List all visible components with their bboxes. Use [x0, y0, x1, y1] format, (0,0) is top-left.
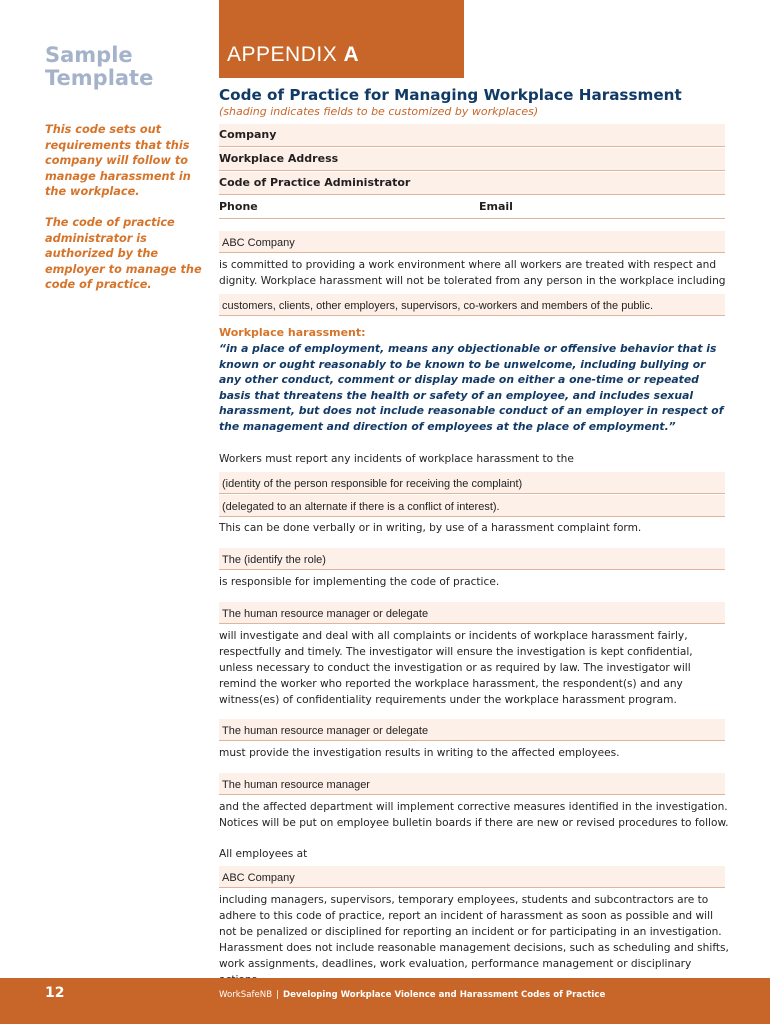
phone-label: Phone	[219, 200, 258, 213]
persons-field[interactable]: customers, clients, other employers, supervisors, co-workers and members of the public.	[219, 294, 725, 316]
administrator-row[interactable]	[219, 172, 725, 195]
sidebar-note-administrator: The code of practice administrator is authorized by the employer to manage the code of practice.	[45, 216, 202, 291]
company-name-field[interactable]: ABC Company	[219, 231, 725, 253]
investigator-field[interactable]: The human resource manager or delegate	[219, 602, 725, 624]
page-subtitle: (shading indicates fields to be customized by workplaces)	[219, 105, 539, 118]
phone-email-row[interactable]	[219, 196, 725, 219]
corrective-paragraph: and the affected department will implement corrective measures identified in the investigation. Notices will be put on employee bulletin boards if there are new or revised procedures to follow.	[219, 801, 729, 829]
page-title: Code of Practice for Managing Workplace Harassment	[219, 86, 682, 104]
sidebar-title-line2: Template	[45, 66, 154, 90]
footer-publication: Developing Workplace Violence and Harassment Codes of Practice	[283, 990, 606, 1000]
responsible-paragraph: is responsible for implementing the code of practice.	[219, 576, 500, 588]
committed-paragraph: is committed to providing a work environment where all workers are treated with respect and dignity. Workplace harassment will not be tolerated from any person in the workplace including	[219, 259, 726, 287]
address-row[interactable]	[219, 148, 725, 171]
email-label: Email	[479, 200, 513, 213]
company-name-field-2[interactable]: ABC Company	[219, 866, 725, 888]
sidebar-title-line1: Sample	[45, 43, 133, 67]
alternate-recipient-field[interactable]: (delegated to an alternate if there is a conflict of interest).	[219, 495, 725, 517]
appendix-title	[227, 43, 359, 67]
definition-text: “in a place of employment, means any objectionable or offensive behavior that is known or ought reasonably to be known to be unwelcome, including bullying or any other conduct, comment or display made on either a one-time or repeated basis that threatens the health or safety of an employee, and includes sexual harassment, but does not include reasonable conduct of an employer in respect of the management and direction of employees at the place of employment.”	[219, 342, 724, 433]
verbal-paragraph: This can be done verbally or in writing, by use of a harassment complaint form.	[219, 522, 642, 534]
results-paragraph: must provide the investigation results in writing to the affected employees.	[219, 747, 620, 759]
all-employees-paragraph: All employees at	[219, 848, 308, 860]
report-paragraph: Workers must report any incidents of workplace harassment to the	[219, 453, 574, 465]
investigate-paragraph: will investigate and deal with all complaints or incidents of workplace harassment fairly, respectfully and timely. The investigator will ensure the investigation is kept confidential, unless necessary to conduct the investigation or as required by law. The investigator will remind the worker who reported the workplace harassment, the respondent(s) and any witness(es) of confidentiality requirements under the workplace harassment program.	[219, 630, 693, 706]
sidebar-note-purpose: This code sets out requirements that this company will follow to manage harassment in the workplace.	[45, 123, 191, 198]
address-label: Workplace Address	[219, 152, 339, 165]
page-number: 12	[45, 985, 65, 1001]
footer-caption	[219, 990, 605, 1000]
company-label: Company	[219, 128, 277, 141]
corrective-owner-field[interactable]: The human resource manager	[219, 773, 725, 795]
footer-bar	[0, 978, 770, 1024]
sidebar-title	[45, 44, 195, 90]
administrator-label: Code of Practice Administrator	[219, 176, 411, 189]
including-paragraph: including managers, supervisors, temporary employees, students and subcontractors are to adhere to this code of practice, report an incident of harassment as soon as possible and will not be penalized or disciplined for reporting an incident or for participating in an investigation. Harassment does not include reasonable management decisions, such as scheduling and shifts, work assignments, deadlines, work evaluation, performance management or disciplinary	[219, 894, 729, 970]
definition-label: Workplace harassment:	[219, 326, 366, 339]
company-info-table	[219, 124, 725, 219]
appendix-letter: A	[343, 43, 360, 66]
company-row[interactable]	[219, 124, 725, 147]
role-field[interactable]: The (identify the role)	[219, 548, 725, 570]
results-provider-field[interactable]: The human resource manager or delegate	[219, 719, 725, 741]
complaint-recipient-field[interactable]: (identity of the person responsible for receiving the complaint)	[219, 472, 725, 494]
footer-separator: |	[276, 990, 280, 1000]
appendix-word: APPENDIX	[227, 43, 338, 66]
footer-org: WorkSafeNB	[219, 990, 273, 1000]
